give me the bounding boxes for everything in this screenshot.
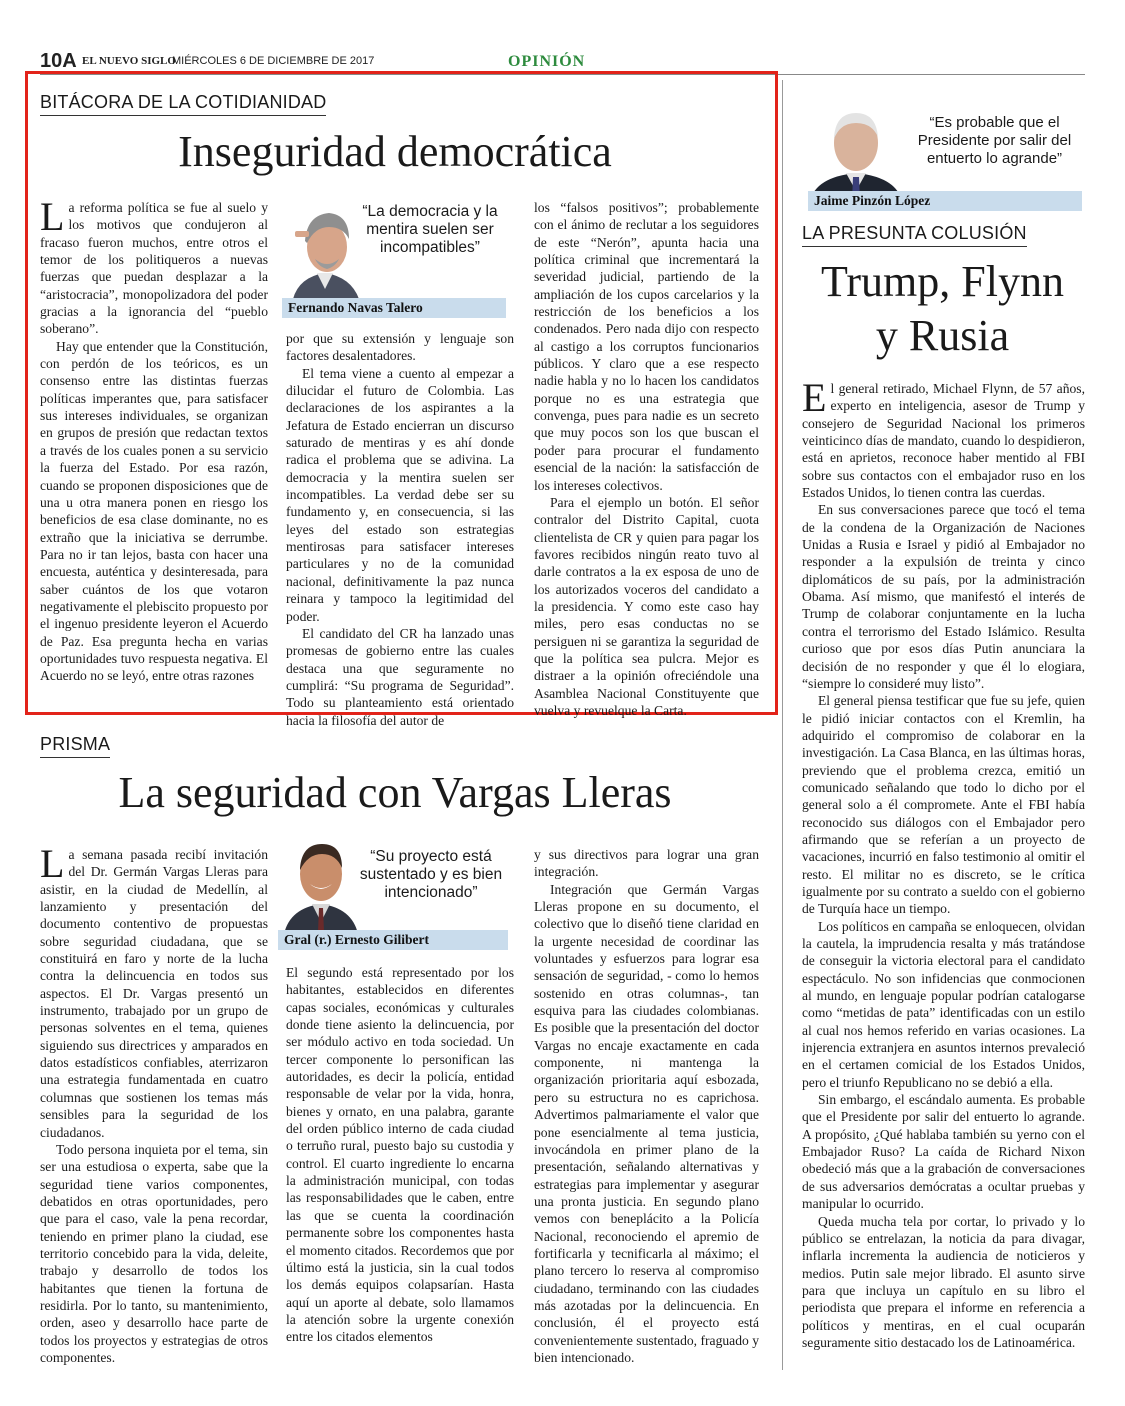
newspaper-name: EL NUEVO SIGLO <box>82 55 176 67</box>
article3-headline-line2: y Rusia <box>875 311 1010 360</box>
article2-column-2 <box>286 964 514 1354</box>
page-number: 10A <box>40 50 77 72</box>
article3-paragraph: Queda mucha tela por cortar, lo privado y lo público se entrelazan, la noticia da para divagar, inflarla incrementa la audiencia de noticieros y medios. Putin sale mejor librado. El asunto sirve para que incluya un capítulo en su libro el periodista que prepara el informe en referencia a políticos y mentiras, en el cual ocuparán seguramente sitio destacado los de Latinoamérica. <box>802 1213 1085 1350</box>
article2-paragraph: El segundo está representado por los habitantes, establecidos en diferentes capas sociales, económicas y culturales donde tiene asiento la delincuencia, por ser módulo activo en toda sociedad. Un tercer componente lo personifican las autoridades, es decir la policía, entidad responsable de velar por la vida, honra, bienes y ornato, en una palabra, garante del orden público interno de cada ciudad o terruño rural, puesto bajo su custodia y control. El cuarto ingrediente lo encarna la administración municipal, con todas las responsabilidades que le caben, entre las que se cuenta la coordinación permanente sobre los componentes hasta el momento citados. Recordemos que por último está la justicia, sin la cual todos los demás equipos colapsarían. Hasta aquí un aporte al debate, solo llamamos la atención sobre la urgente conexión entre los citados elementos <box>286 965 514 1345</box>
section-title: OPINIÓN <box>508 53 586 70</box>
article1-byline: Fernando Navas Talero <box>282 298 506 318</box>
article3-kicker: LA PRESUNTA COLUSIÓN <box>802 223 1027 247</box>
column-divider <box>782 80 783 1370</box>
article2-paragraph: Integración que Germán Vargas Lleras propone en su documento, el colectivo que lo diseñó tiene claridad en la urgente necesidad de coordinar las voluntades y esfuerzos para lograr esa sensación de seguridad, - como lo hemos sostenido en otras columnas-, tan esquiva para las ciudades colombianas. Es posible que la presentación del doctor Vargas no encaje exactamente en cada componente, ni mantenga la organización prioritaria aquí esbozada, pero su estructura no es caprichosa. Advertimos palmariamente el valor que pone esencialmente al tema justicia, invocándola en primer plano de la presentación, señalando alternativas y estrategias para implementar y asegurar una pronta justicia. En segundo plano vemos con beneplácito a la Policía Nacional, reconociendo el apremio de fortificarla y tecnificarla al máximo; el plano tercero lo reserva al compromiso ciudadano, terminando con las ciudades más azotadas por la delincuencia. En conclusión, él el proyecto está convenientemente sustentado, fraguado y bien intencionado. <box>534 881 759 1365</box>
article3-paragraph: Sin embargo, el escándalo aumenta. Es probable que el Presidente por salir del entuerto lo agrande. A propósito, ¿Qué hablaba también su yerno con el Embajador Ruso? La caída de Richard Nixon obedeció más que a la grabación de conversaciones de sus adversarios demócratas a ocultar pruebas y manipular lo ocurrido. <box>802 1092 1085 1212</box>
article2-paragraph: a semana pasada recibí invitación del Dr. Germán Vargas Lleras para asistir, en la ciudad de Medellín, al lanzamiento y presentación del documento contentivo de propuestas sobre seguridad ciudadana, que se constituirá en faro y norte de la lucha contra la delincuencia en todos sus aspectos. El Dr. Vargas presentó un instrumento, trabajado por un grupo de personas solventes en el tema, quienes siguiendo sus directrices y amparados en datos estadísticos confiables, aterrizaron una estrategia fundamentada en cuatro columnas que sostienen los temas más sensibles para la seguridad de los ciudadanos. <box>40 847 268 1140</box>
article3-headline-line1: Trump, Flynn <box>821 257 1064 306</box>
article3-paragraph: En sus conversaciones parece que tocó el tema de la condena de la Organización de Naciones Unidas a Rusia e Israel y pidió al Embajador no responder a la expulsión de treinta y cinco diplomáticos de su país, por la administración Obama. Así mismo, que manifestó el interés de Trump de colaborar conjuntamente en la lucha contra el terrorismo del Estado Islámico. Resulta curioso que por esos días Putin anunciara la decisión de no responder y que él lo elogiara, “siempre lo consideré muy listo”. <box>802 502 1085 691</box>
article3-paragraph: Los políticos en campaña se enloquecen, olvidan la cautela, la imprudencia resalta y más tratándose de conseguir la victoria electoral para el candidato espectáculo. No son infidencias que conmocionen al mundo, en lenguaje popular podrían catalogarse como “metidas de pata” identificadas con un estilo al cual nos hemos referido en varias ocasiones. La injerencia extranjera en asuntos internos prevaleció en el certamen comicial de los Estados Unidos, pero el triunfo Republicano no se debió a ella. <box>802 918 1085 1090</box>
article3-paragraph: El general piensa testificar que fue su jefe, quien le pidió iniciar contactos con el Kremlin, ha adquirido el compromiso de colaborar en la investigación. La Casa Blanca, en las últimas horas, previendo que el problema crezca, emitió un comunicado señalando que todo lo dicho por el general solo a él compromete. Ante el FBI había reconocido sus diálogos con el Embajador pero afirmando que se referían a un proyecto de vacaciones, incurrió en falso testimonio al omitir el resto. El militar no es discreto, se le crítica igualmente por su contrato a sueldo con el gobierno de Turquía hace un tiempo. <box>802 693 1085 917</box>
article3-byline: Jaime Pinzón López <box>808 191 1082 211</box>
article1-paragraph: a reforma política se fue al suelo y los motivos que condujeron al fracaso fueron muchos, entre otros el temor de los politiqueros a nuevas fuerzas que puedan desplazar a la “aristocracia”, monopolizadora del poder gracias a la ignorancia del “pueblo soberano”. <box>40 200 268 337</box>
article3-column <box>802 375 1085 1380</box>
article1-paragraph: Para el ejemplo un botón. El señor contralor del Distrito Capital, cuota clientelista de CR y quien para pagar los favores recibidos ningún reato tuvo al darle contratos a la ex esposa de uno de los autorizados voceros del candidato a la presidencia. Y como este caso hay miles, pero esas conductas no se persiguen ni se garantiza la seguridad de que la política sea pulcra. Mejor es distraer a la opinión ofreciéndole una Asamblea Nacional Constituyente que vuelva y revuelque la Carta. <box>534 494 759 718</box>
article1-dropcap: L <box>40 194 65 239</box>
article2-byline: Gral (r.) Ernesto Gilibert <box>278 930 508 950</box>
author-photo-navas <box>285 197 365 299</box>
article2-column-1 <box>40 841 268 1365</box>
article2-dropcap: L <box>40 841 65 886</box>
article3-pull-quote: “Es probable que el Presidente por salir del entuerto lo agrande” <box>917 114 1072 167</box>
article3-paragraph: l general retirado, Michael Flynn, de 57 años, experto en inteligencia, asesor de Trump y consejero de Seguridad Nacional los primeros veinticinco días de mandato, cuando lo despidieron, está en aprietos, reconoce haber mentido al FBI sobre sus contactos con el embajador ruso en los Estados Unidos, lo tienen contra las cuerdas. <box>802 381 1085 501</box>
article1-column-3 <box>534 199 759 718</box>
article2-kicker: PRISMA <box>40 734 110 758</box>
article1-column-1 <box>40 194 268 699</box>
article2-pull-quote: “Su proyecto está sustentado y es bien intencionado” <box>359 848 503 901</box>
article2-column-3 <box>534 846 759 1365</box>
author-photo-pinzon <box>806 103 906 201</box>
article2-paragraph: Todo persona inquieta por el tema, sin ser una estudiosa o experta, sabe que la seguridad tiene varios componentes, debatidos en otras oportunidades, pero que para el caso, vale la pena recordar, teniendo en primer plano la ciudad, ese territorio concebido para la vida, deleite, trabajo y desarrollo de todos los habitantes que tienen la fortuna de residirla. Por lo tanto, su mantenimiento, orden, aseo y desarrollo hace parte de todos los proyectos y estrategias de otros componentes. <box>40 1141 268 1365</box>
article1-paragraph: El candidato del CR ha lanzado unas promesas de gobierno entre las cuales destaca una que seguramente no cumplirá: “Su programa de Seguridad”. Todo su planteamiento está orientado hacia la filosofía del autor de <box>286 625 514 728</box>
article1-paragraph: El tema viene a cuento al empezar a dilucidar el futuro de Colombia. Las declaraciones de los aspirantes a la Jefatura de Estado encierran un discurso saturado de mentiras y es ahí donde radica el problema que se adivina. La democracia y la mentira suelen ser incompatibles. La verdad debe ser su fundamento y, en consecuencia, si las leyes del estado son estrategias mentirosas para satisfacer intereses particulares y no de la comunidad nacional, definitivamente la paz nunca reinara y tampoco la legitimidad del poder. <box>286 365 514 624</box>
article1-headline: Inseguridad democrática <box>178 127 612 176</box>
article1-pull-quote: “La democracia y la mentira suelen ser incompatibles” <box>362 203 498 256</box>
article1-column-2 <box>286 330 514 728</box>
article2-headline: La seguridad con Vargas Lleras <box>118 768 672 817</box>
article1-kicker: BITÁCORA DE LA COTIDIANIDAD <box>40 92 326 116</box>
article1-paragraph: por que su extensión y lenguaje son factores desalentadores. <box>286 331 514 364</box>
article3-dropcap: E <box>802 375 827 420</box>
article2-paragraph: y sus directivos para lograr una gran integración. <box>534 847 759 880</box>
article1-paragraph: los “falsos positivos”; probablemente con el ánimo de reclutar a los seguidores de este “Nerón”, apunta hacia una política criminal que incrementará la severidad judicial, partiendo de la ampliación de los cupos carcelarios y la restricción de los beneficios a los condenados. Pero nada dijo con respecto al castigo a los corruptos funcionarios públicos. Y claro que a ese respecto nadie habla y no lo hacen los candidatos porque no es una estrategia que convenga, pues para nadie es un secreto que muy pocos son los que buscan el poder para procurar el fundamento esencial de la nación: la satisfacción de los intereses colectivos. <box>534 200 759 493</box>
article1-paragraph: Hay que entender que la Constitución, con perdón de los teóricos, es un consenso entre las distintas fuerzas políticas imperantes que, para satisfacer sus intereses individuales, se organizan en grupos de presión que redactan textos a través de los cuales ponen a su servicio la fuerza del Estado. Por esa razón, cuando se proponen disposiciones que de una u otra manera ponen en riesgo los beneficios de esa clase dominante, no es extraño que la iniciativa se derrumbe. Para no ir tan lejos, basta con hacer una encuesta, auténtica y desinteresada, para saber cuántos de los que votaron negativamente el plebiscito propuesto por el ingenuo presidente leyeron el Acuerdo de Paz. Esa pregunta hecha en varias oportunidades tuvo respuesta negativa. El Acuerdo no se leyó, entre otras razones <box>40 338 268 684</box>
publication-date: MIÉRCOLES 6 DE DICIEMBRE DE 2017 <box>172 55 375 67</box>
